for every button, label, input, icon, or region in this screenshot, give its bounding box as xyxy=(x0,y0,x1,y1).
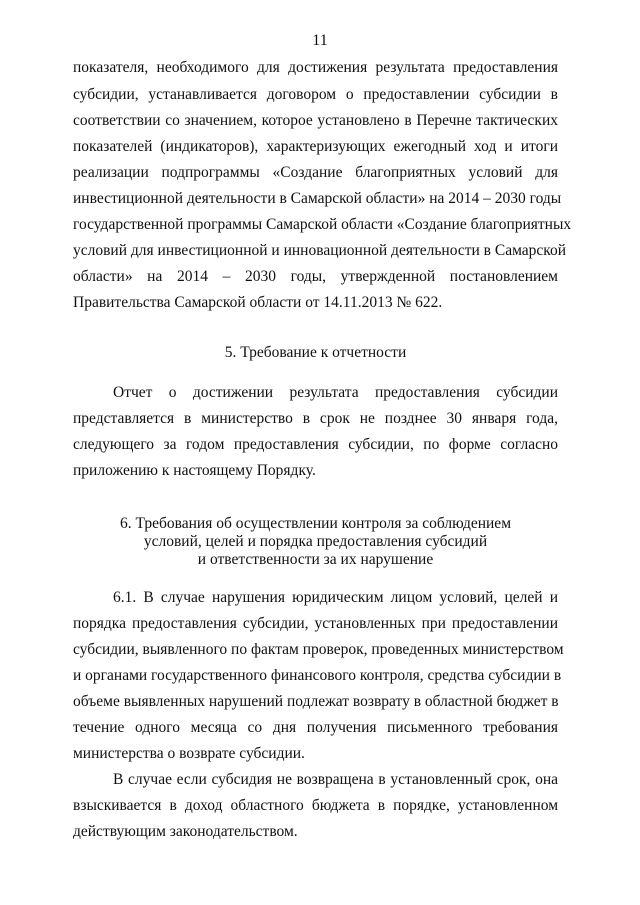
paragraph-line: государственной программы Самарской области «Создание благоприятных xyxy=(73,216,572,233)
paragraph-line: субсидии, выявленного по фактам проверок, проведенных министерством xyxy=(73,641,564,658)
paragraph-line: показателя, необходимого для достижения результата предоставления xyxy=(73,59,558,76)
paragraph-line: приложению к настоящему Порядку. xyxy=(73,462,316,479)
paragraph-line: инвестиционной деятельности в Самарской области» на 2014 – 2030 годы xyxy=(73,190,562,207)
paragraph-line: субсидии, устанавливается договором о предоставлении субсидии в xyxy=(73,86,558,103)
paragraph-line: объеме выявленных нарушений подлежат возврату в областной бюджет в xyxy=(73,693,559,710)
paragraph-line: течение одного месяца со дня получения письменного требования xyxy=(73,719,558,736)
paragraph-line: В случае если субсидия не возвращена в установленный срок, она xyxy=(113,771,558,788)
paragraph-line: области» на 2014 – 2030 годы, утвержденной постановлением xyxy=(73,268,558,285)
paragraph-line: соответствии со значением, которое установлено в Перечне тактических xyxy=(73,112,558,129)
paragraph-line: министерства о возврате субсидии. xyxy=(73,745,305,762)
section-heading: 6. Требования об осуществлении контроля за соблюдением xyxy=(119,515,511,532)
page-number: 11 xyxy=(312,32,328,49)
paragraph-line: и органами государственного финансового контроля, средства субсидии в xyxy=(73,667,562,684)
paragraph-line: следующего за годом предоставления субсидии, по форме согласно xyxy=(73,436,558,453)
paragraph-line: Отчет о достижении результата предоставления субсидии xyxy=(113,384,558,401)
paragraph-line: представляется в министерство в срок не позднее 30 января года, xyxy=(73,410,558,427)
paragraph-line: реализации подпрограммы «Создание благоприятных условий для xyxy=(73,164,558,181)
section-heading: 5. Требование к отчетности xyxy=(224,344,407,361)
paragraph-line: порядка предоставления субсидии, установленных при предоставлении xyxy=(73,615,558,632)
section-heading: условий, целей и порядка предоставления субсидий xyxy=(143,533,488,550)
paragraph-line: 6.1. В случае нарушения юридическим лицом условий, целей и xyxy=(113,589,558,606)
paragraph-line: Правительства Самарской области от 14.11.2013 № 622. xyxy=(73,294,443,311)
paragraph-line: показателей (индикаторов), характеризующих ежегодный ход и итоги xyxy=(73,138,558,155)
paragraph-line: взыскивается в доход областного бюджета в порядке, установленном xyxy=(73,797,558,814)
paragraph-line: условий для инвестиционной и инновационной деятельности в Самарской xyxy=(73,242,567,259)
paragraph-line: действующим законодательством. xyxy=(73,823,298,840)
section-heading: и ответственности за их нарушение xyxy=(197,551,434,568)
